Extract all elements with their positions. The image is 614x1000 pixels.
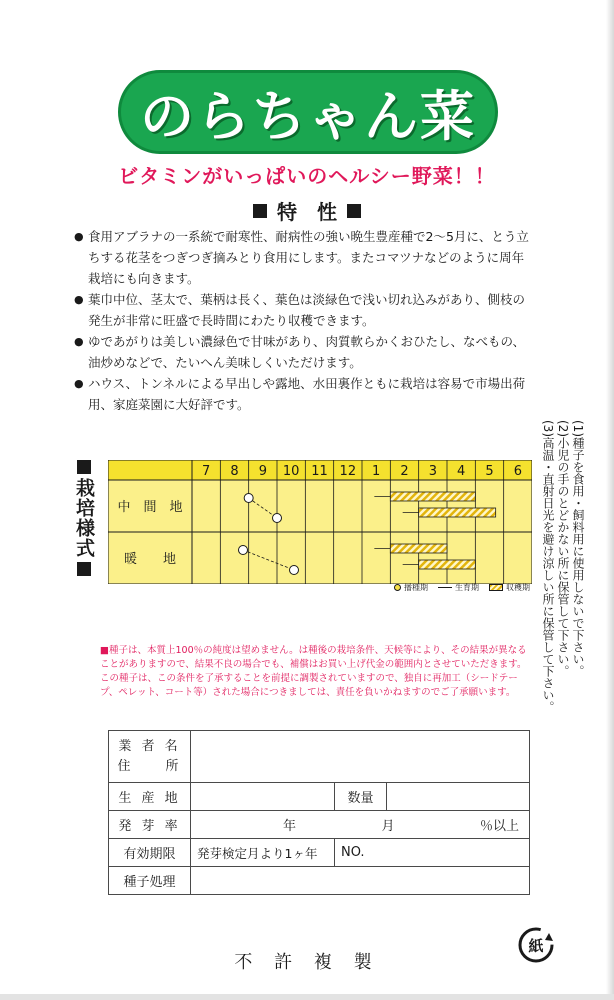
germination-year: 年 <box>283 819 297 834</box>
region-label: 中 間 地 <box>117 500 183 515</box>
month-label: 3 <box>428 464 437 479</box>
feature-item: ● ゆであがりは美しい濃緑色で甘味があり、肉質軟らかくおひたし、なべもの、油炒めなどで、たいへん美味しくいただけます。 <box>74 331 534 373</box>
paper-recycle-icon <box>516 925 556 965</box>
cultivation-chart <box>108 460 532 594</box>
cultivation-label <box>72 456 96 580</box>
month-label: 10 <box>282 464 300 479</box>
month-label: 2 <box>400 464 409 479</box>
sowing-mark <box>290 566 299 575</box>
germination-pct: ％以上 <box>479 819 519 834</box>
title-banner <box>118 70 498 154</box>
features-heading <box>0 196 614 225</box>
sowing-mark <box>244 494 253 503</box>
germination-month: 月 <box>381 819 395 834</box>
harvest-bar <box>390 544 447 553</box>
lot-number: NO. <box>335 839 530 867</box>
month-label: 1 <box>372 464 381 479</box>
recycle-mark-text: 紙 <box>528 937 544 955</box>
dealer-value <box>191 731 530 783</box>
features-list <box>74 226 534 415</box>
cultivation-chart-svg <box>108 460 532 584</box>
expiry-label: 有効期限 <box>109 839 191 867</box>
treatment-label: 種子処理 <box>109 867 191 895</box>
harvest-bar <box>419 508 496 517</box>
footer-copyright: 不 許 複 製 <box>234 952 380 973</box>
origin-label: 生 産 地 <box>109 783 191 811</box>
harvest-hatch-icon <box>489 584 503 591</box>
region-label: 暖 地 <box>123 552 177 567</box>
quantity-value <box>387 783 530 811</box>
legend-harvest-label: 収穫期 <box>506 583 530 592</box>
label-square-icon <box>77 460 91 474</box>
origin-value <box>191 783 335 811</box>
month-label: 8 <box>230 464 239 479</box>
bottom-edge <box>0 994 614 1000</box>
sowing-mark <box>273 514 282 523</box>
features-heading-text: 特 性 <box>277 200 337 224</box>
germination-label: 発 芽 率 <box>109 811 191 839</box>
feature-item: ● ハウス、トンネルによる早出しや露地、水田裏作ともに栽培は容易で市場出荷用、家庭菜園に大好評です。 <box>74 373 534 415</box>
product-title: のらちゃん菜 <box>140 84 476 148</box>
dealer-label-line-1: 業 者 名 <box>118 738 181 754</box>
feature-item: ● 葉巾中位、茎太で、葉柄は長く、葉色は淡緑色で浅い切れ込みがあり、側枝の発生が非常に旺盛で長時間にわたり収穫できます。 <box>74 289 534 331</box>
legend-sowing <box>394 582 428 593</box>
legend-harvest <box>489 582 530 593</box>
legend-growing-label: 生育期 <box>455 583 479 592</box>
legend-sowing-label: 播種期 <box>404 583 428 592</box>
dealer-label <box>109 731 191 783</box>
month-label: 7 <box>202 464 211 479</box>
legend-growing <box>438 582 479 593</box>
month-label: 12 <box>339 464 357 479</box>
note-item: (3)高温・直射日光を避け涼しい所に保管して下さい。 <box>541 420 555 713</box>
expiry-value: 発芽検定月より1ヶ年 <box>191 839 335 867</box>
month-label: 6 <box>513 464 522 479</box>
growing-line-icon <box>438 587 452 588</box>
heading-square-icon <box>347 204 361 218</box>
page-edge <box>606 0 614 1000</box>
harvest-bar <box>390 492 475 501</box>
heading-square-icon <box>253 204 267 218</box>
caution-text: ■種子は、本質上100％の純度は望めません。は種後の栽培条件、天候等により、その結果が異なることがありますので、結果不良の場合でも、補償はお買い上げ代金の範囲内とさせていただきます。この種子は、この条件を了承することを前提に調製されていますので、独自に再加工（シードテープ、ペレット、コート等）された場合につきましては、責任を負いかねますのでご了承願います。 <box>100 645 527 698</box>
storage-notes <box>540 420 585 720</box>
germination-value <box>191 811 530 839</box>
harvest-bar <box>419 560 476 569</box>
chart-legend <box>330 582 530 593</box>
tagline: ビタミンがいっぱいのヘルシー野菜！！ <box>118 164 496 188</box>
sowing-mark <box>239 546 248 555</box>
note-item: (2)小児の手のとどかない所に保管して下さい。 <box>556 420 570 677</box>
treatment-value <box>191 867 530 895</box>
month-label: 4 <box>457 464 466 479</box>
cultivation-label-text: 栽培様式 <box>73 478 95 558</box>
month-label: 5 <box>485 464 494 479</box>
sowing-circle-icon <box>394 584 401 591</box>
quantity-label: 数量 <box>335 783 387 811</box>
dealer-label-line-2: 住 所 <box>117 758 182 774</box>
month-label: 11 <box>311 464 328 479</box>
feature-item: ● 食用アブラナの一系統で耐寒性、耐病性の強い晩生豊産種で2〜5月に、とう立ちする花茎をつぎつぎ摘みとり食用にします。またコマツナなどのように周年栽培にも向きます。 <box>74 226 534 289</box>
month-label: 9 <box>258 464 267 479</box>
note-item: (1)種子を食用・飼料用に使用しないで下さい。 <box>571 420 585 677</box>
info-table <box>108 730 530 895</box>
label-square-icon <box>77 562 91 576</box>
